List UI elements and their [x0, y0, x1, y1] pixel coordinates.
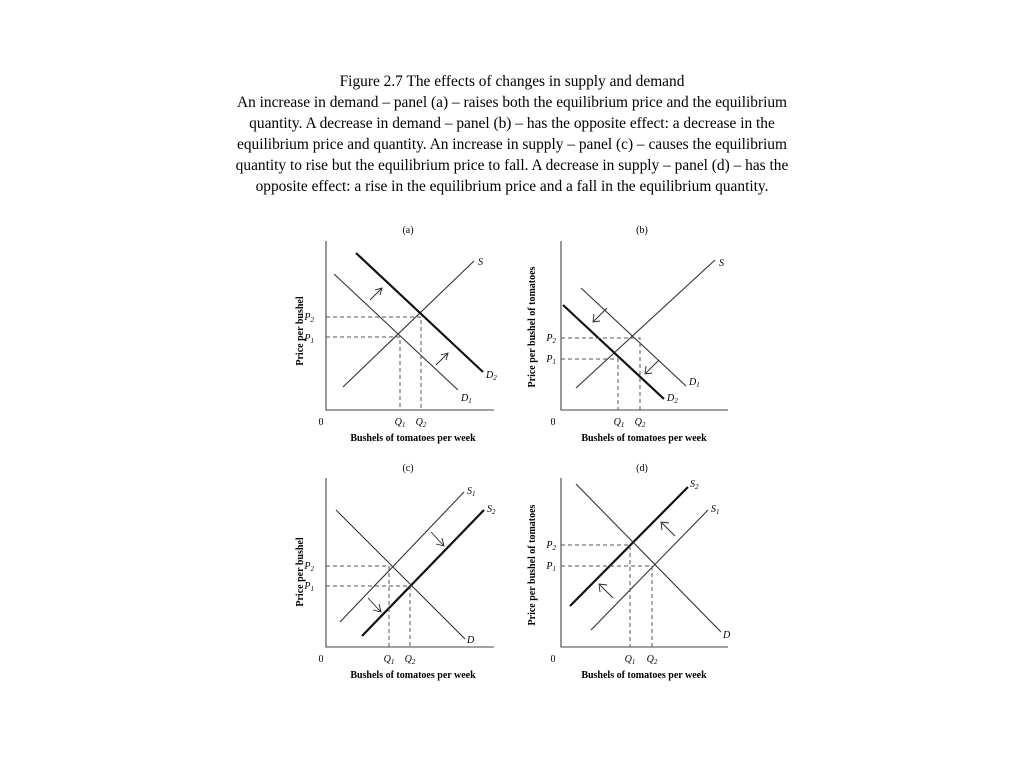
tick-label-q2: $Q_2$ [415, 417, 427, 429]
caption-title: Figure 2.7 The effects of changes in supply and demand [339, 73, 685, 90]
shift-arrow [661, 522, 675, 536]
caption-line: opposite effect: a rise in the equilibrium price and a fall in the equilibrium quantity. [255, 178, 769, 195]
y-axis-label: Price per bushel of tomatoes [527, 504, 538, 626]
tick-label-q1: $Q_1$ [394, 417, 406, 429]
panel-a [295, 225, 497, 444]
tick-label-p2: $P_2$ [546, 333, 556, 345]
x-axis-label: Bushels of tomatoes per week [350, 433, 476, 444]
caption-line: quantity to rise but the equilibrium price to fall. A decrease in supply – panel (d) – has the [235, 157, 789, 174]
equilibrium-guide-2 [326, 317, 421, 410]
origin-label: 0 [550, 417, 556, 428]
supply-curve-s2 [362, 510, 484, 636]
shift-arrow [431, 532, 444, 546]
demand-curve-d [576, 484, 721, 632]
origin-label: 0 [318, 417, 324, 428]
shift-arrow [645, 360, 659, 374]
axes [561, 478, 728, 647]
panel-title: (b) [636, 225, 648, 236]
shift-arrow [368, 598, 381, 612]
curve-label-s1: $S_1$ [467, 486, 476, 498]
equilibrium-guide-1 [561, 566, 652, 647]
tick-label-p1: $P_1$ [304, 581, 314, 593]
x-axis-label: Bushels of tomatoes per week [581, 670, 707, 681]
shift-arrow [599, 584, 613, 598]
curve-label-s2: $S_2$ [690, 479, 699, 491]
curve-label-d: D [723, 630, 731, 641]
tick-label-p1: $P_1$ [546, 561, 556, 573]
panel-c [295, 463, 496, 681]
tick-label-p1: $P_1$ [304, 333, 314, 345]
equilibrium-guide-1 [561, 359, 618, 410]
tick-label-q1: $Q_1$ [383, 654, 395, 666]
tick-label-q1: $Q_1$ [613, 417, 625, 429]
tick-label-p2: $P_2$ [304, 312, 314, 324]
caption-line: equilibrium price and quantity. An increase in supply – panel (c) – causes the equilibrium [237, 136, 787, 153]
shift-arrow [436, 353, 448, 365]
panel-title: (a) [402, 225, 414, 236]
curve-label-d: D [467, 635, 475, 646]
curve-label-d1: $D_1$ [689, 377, 700, 389]
equilibrium-guide-2 [561, 545, 630, 647]
tick-label-q1: $Q_1$ [624, 654, 636, 666]
supply-curve-s1 [340, 492, 464, 622]
equilibrium-guide-2 [561, 338, 640, 410]
supply-curve-s [343, 261, 474, 387]
shift-arrow [593, 308, 607, 322]
curve-label-s2: $S_2$ [487, 504, 496, 516]
origin-label: 0 [318, 654, 324, 665]
curve-label-d2: $D_2$ [486, 370, 497, 382]
equilibrium-guide-1 [326, 586, 410, 647]
tick-label-p2: $P_2$ [304, 561, 314, 573]
supply-curve-s1 [591, 510, 708, 630]
tick-label-q2: $Q_2$ [404, 654, 416, 666]
tick-label-p2: $P_2$ [546, 540, 556, 552]
supply-curve-s2 [570, 487, 688, 606]
panel-b [527, 225, 728, 444]
shift-arrow [370, 288, 382, 300]
x-axis-label: Bushels of tomatoes per week [581, 433, 707, 444]
tick-label-p1: $P_1$ [546, 354, 556, 366]
panel-title: (d) [636, 463, 648, 474]
tick-label-q2: $Q_2$ [634, 417, 646, 429]
caption-line: An increase in demand – panel (a) – raises both the equilibrium price and the equilibrium [236, 94, 788, 111]
curve-label-d1: $D_1$ [461, 393, 472, 405]
demand-curve-d [336, 510, 465, 639]
curve-label-s: S [478, 257, 483, 268]
tick-label-q2: $Q_2$ [646, 654, 658, 666]
curve-label-d2: $D_2$ [667, 393, 678, 405]
panel-title: (c) [402, 463, 414, 474]
panel-d [527, 463, 731, 681]
x-axis-label: Bushels of tomatoes per week [350, 670, 476, 681]
origin-label: 0 [550, 654, 556, 665]
equilibrium-guide-1 [326, 337, 400, 410]
curve-label-s1: $S_1$ [711, 504, 720, 516]
y-axis-label: Price per bushel [295, 296, 306, 366]
curve-label-s: S [719, 258, 724, 269]
y-axis-label: Price per bushel of tomatoes [527, 266, 538, 388]
caption-line: quantity. A decrease in demand – panel (b) – has the opposite effect: a decrease in the [249, 115, 775, 132]
y-axis-label: Price per bushel [295, 537, 306, 607]
